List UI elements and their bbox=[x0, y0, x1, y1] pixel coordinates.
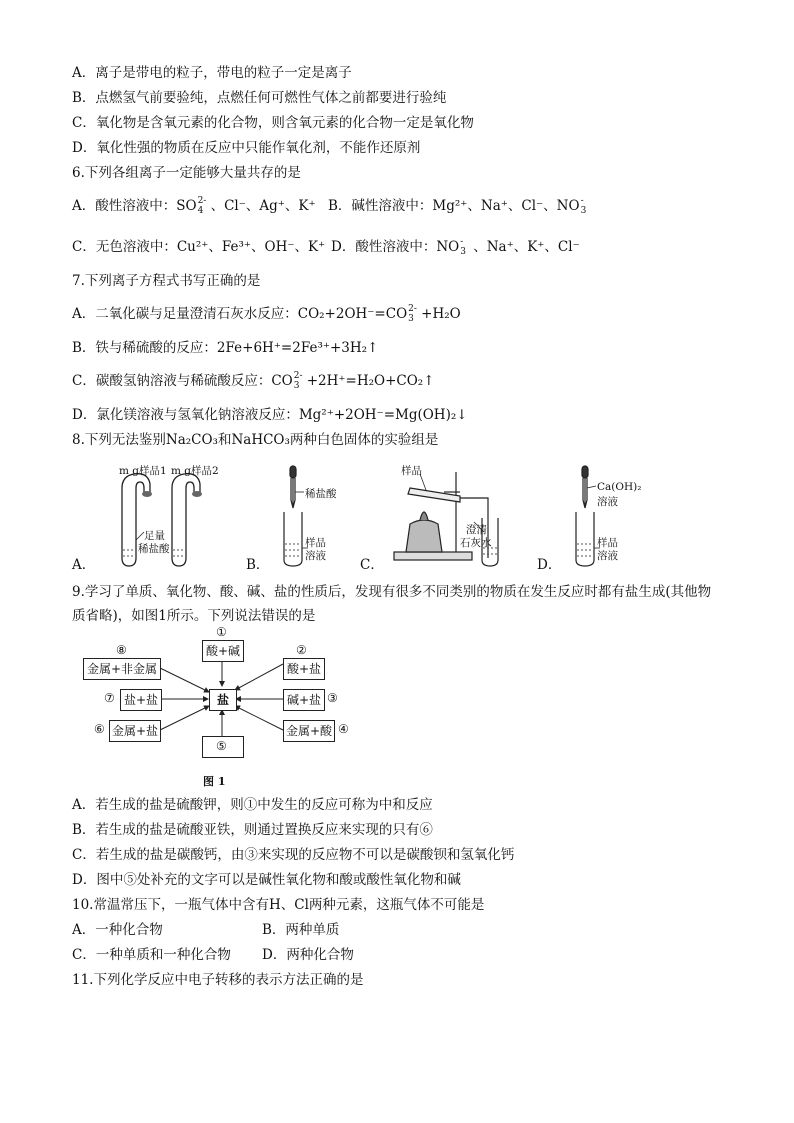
q9-node-6: 金属+盐 bbox=[109, 720, 161, 742]
q9-node-7: 盐+盐 bbox=[120, 689, 162, 711]
sup: - bbox=[460, 236, 464, 247]
q7-a-rest: +H₂O bbox=[421, 306, 461, 322]
q7-option-c bbox=[72, 372, 435, 391]
sub: 3 bbox=[293, 380, 300, 391]
q9-node-8: 金属+非金属 bbox=[83, 658, 161, 680]
q10-option-a: A．一种化合物 bbox=[72, 922, 163, 938]
q9-node-4-num: ④ bbox=[338, 722, 349, 736]
q7-option-d: D．氯化镁溶液与氢氧化钠溶液反应：Mg²⁺+2OH⁻=Mg(OH)₂↓ bbox=[72, 407, 468, 423]
q6-d-prefix: D．酸性溶液中：NO bbox=[331, 239, 460, 255]
q6-a-rest: 、Cl⁻、Ag⁺、K⁺ bbox=[210, 198, 316, 214]
q6-option-c: C．无色溶液中：Cu²⁺、Fe³⁺、OH⁻、K⁺ bbox=[72, 239, 326, 255]
q7-a-charge bbox=[407, 303, 421, 324]
q9-node-2-num: ② bbox=[296, 643, 307, 657]
q10-option-b: B．两种单质 bbox=[262, 922, 340, 938]
q6-option-a bbox=[72, 197, 316, 216]
q9-node-1: 酸+碱 bbox=[202, 640, 244, 662]
sup: - bbox=[580, 195, 584, 206]
q9-stem: 9.学习了单质、氧化物、酸、碱、盐的性质后，发现有很多不同类别的物质在发生反应时都有盐生成(其他物质省略)，如图1所示。下列说法错误的是 bbox=[72, 584, 712, 624]
q8-b-reagent: 稀盐酸 bbox=[305, 488, 337, 500]
q9-node-3-num: ③ bbox=[327, 691, 338, 705]
q9-node-2: 酸+盐 bbox=[283, 658, 325, 680]
q8-a-acid: 足量 bbox=[144, 530, 165, 542]
q10-stem: 10.常温常压下，一瓶气体中含有H、Cl两种元素，这瓶气体不可能是 bbox=[72, 897, 485, 913]
q8-c-lime: 澄清 bbox=[466, 524, 487, 536]
q8-d-sample: 样品 bbox=[597, 537, 618, 549]
q8-a-acid2: 稀盐酸 bbox=[138, 543, 170, 555]
q8-c-lime2: 石灰水 bbox=[460, 537, 492, 549]
q9-node-8-num: ⑧ bbox=[116, 643, 127, 657]
q8-option-c-label: C． bbox=[360, 557, 384, 573]
sup: 2- bbox=[197, 195, 207, 206]
q9-node-4: 金属+酸 bbox=[283, 720, 335, 742]
q9-option-d: D．图中⑤处补充的文字可以是碱性氧化物和酸或酸性氧化物和碱 bbox=[72, 872, 461, 888]
q8-d-reagent2: 溶液 bbox=[597, 496, 618, 508]
q6-d-rest: 、Na⁺、K⁺、Cl⁻ bbox=[473, 239, 580, 255]
q5-option-d: D．氧化性强的物质在反应中只能作氧化剂，不能作还原剂 bbox=[72, 140, 421, 156]
q9-node-1-num: ① bbox=[216, 625, 227, 639]
q6-stem: 6.下列各组离子一定能够大量共存的是 bbox=[72, 165, 301, 181]
q8-b-sample2: 溶液 bbox=[305, 550, 326, 562]
q10-option-c: C．一种单质和一种化合物 bbox=[72, 947, 231, 963]
q8-a-sample1: m g样品1 bbox=[119, 465, 167, 477]
q8-option-b-label: B． bbox=[246, 557, 270, 573]
q9-option-c: C．若生成的盐是碳酸钙，由③来实现的反应物不可以是碳酸钡和氢氧化钙 bbox=[72, 847, 515, 863]
q11-stem: 11.下列化学反应中电子转移的表示方法正确的是 bbox=[72, 972, 364, 988]
q7-option-b: B．铁与稀硫酸的反应：2Fe+6H⁺=2Fe³⁺+3H₂↑ bbox=[72, 340, 379, 356]
q5-option-c: C．氧化物是含氧元素的化合物，则含氧元素的化合物一定是氧化物 bbox=[72, 115, 474, 131]
q8-option-d-label: D． bbox=[537, 557, 562, 573]
q8-c-sample: 样品 bbox=[401, 465, 422, 477]
q8-option-a-label: A． bbox=[72, 557, 96, 573]
sup: 2- bbox=[408, 303, 417, 314]
q5-option-a: A．离子是带电的粒子，带电的粒子一定是离子 bbox=[72, 65, 352, 81]
q9-node-3: 碱+盐 bbox=[283, 689, 325, 711]
q10-option-d: D．两种化合物 bbox=[262, 947, 354, 963]
q9-node-6-num: ⑥ bbox=[94, 722, 105, 736]
q6-option-d bbox=[331, 238, 580, 257]
q7-a-prefix: A．二氧化碳与足量澄清石灰水反应：CO₂+2OH⁻=CO bbox=[72, 306, 408, 322]
q6-b-text: B．碱性溶液中：Mg²⁺、Na⁺、Cl⁻、NO bbox=[328, 198, 580, 214]
q9-node-7-num: ⑦ bbox=[104, 691, 115, 705]
sup: 2- bbox=[293, 370, 303, 381]
q9-center-salt: 盐 bbox=[209, 689, 237, 711]
q6-d-charge bbox=[459, 236, 473, 257]
q8-b-sample: 样品 bbox=[305, 537, 326, 549]
q7-c-rest: +2H⁺=H₂O+CO₂↑ bbox=[306, 373, 435, 389]
sub: 3 bbox=[580, 205, 587, 216]
sub: 3 bbox=[408, 313, 414, 324]
q9-option-a: A．若生成的盐是硫酸钾，则①中发生的反应可称为中和反应 bbox=[72, 797, 433, 813]
q7-stem: 7.下列离子方程式书写正确的是 bbox=[72, 273, 261, 289]
sub: 3 bbox=[460, 246, 466, 257]
q5-option-b: B．点燃氢气前要验纯，点燃任何可燃性气体之前都要进行验纯 bbox=[72, 90, 447, 106]
q8-d-sample2: 溶液 bbox=[597, 550, 618, 562]
q9-option-b: B．若生成的盐是硫酸亚铁，则通过置换反应来实现的只有⑥ bbox=[72, 822, 433, 838]
q9-node-5-num: ⑤ bbox=[216, 739, 227, 753]
q7-option-a bbox=[72, 305, 461, 324]
q8-stem: 8.下列无法鉴别Na₂CO₃和NaHCO₃两种白色固体的实验组是 bbox=[72, 432, 439, 448]
q9-figure-caption: 图 1 bbox=[203, 775, 226, 788]
q8-a-sample2: m g样品2 bbox=[171, 465, 219, 477]
q6-b-charge bbox=[580, 195, 594, 216]
q6-a-prefix: A．酸性溶液中：SO bbox=[72, 198, 197, 214]
q6-a-charge bbox=[197, 195, 211, 216]
q8-d-reagent: Ca(OH)₂ bbox=[597, 481, 642, 493]
q7-c-charge bbox=[293, 370, 307, 391]
q7-c-prefix: C．碳酸氢钠溶液与稀硫酸反应：CO bbox=[72, 373, 293, 389]
sub: 4 bbox=[197, 205, 204, 216]
q6-option-b bbox=[328, 197, 594, 216]
